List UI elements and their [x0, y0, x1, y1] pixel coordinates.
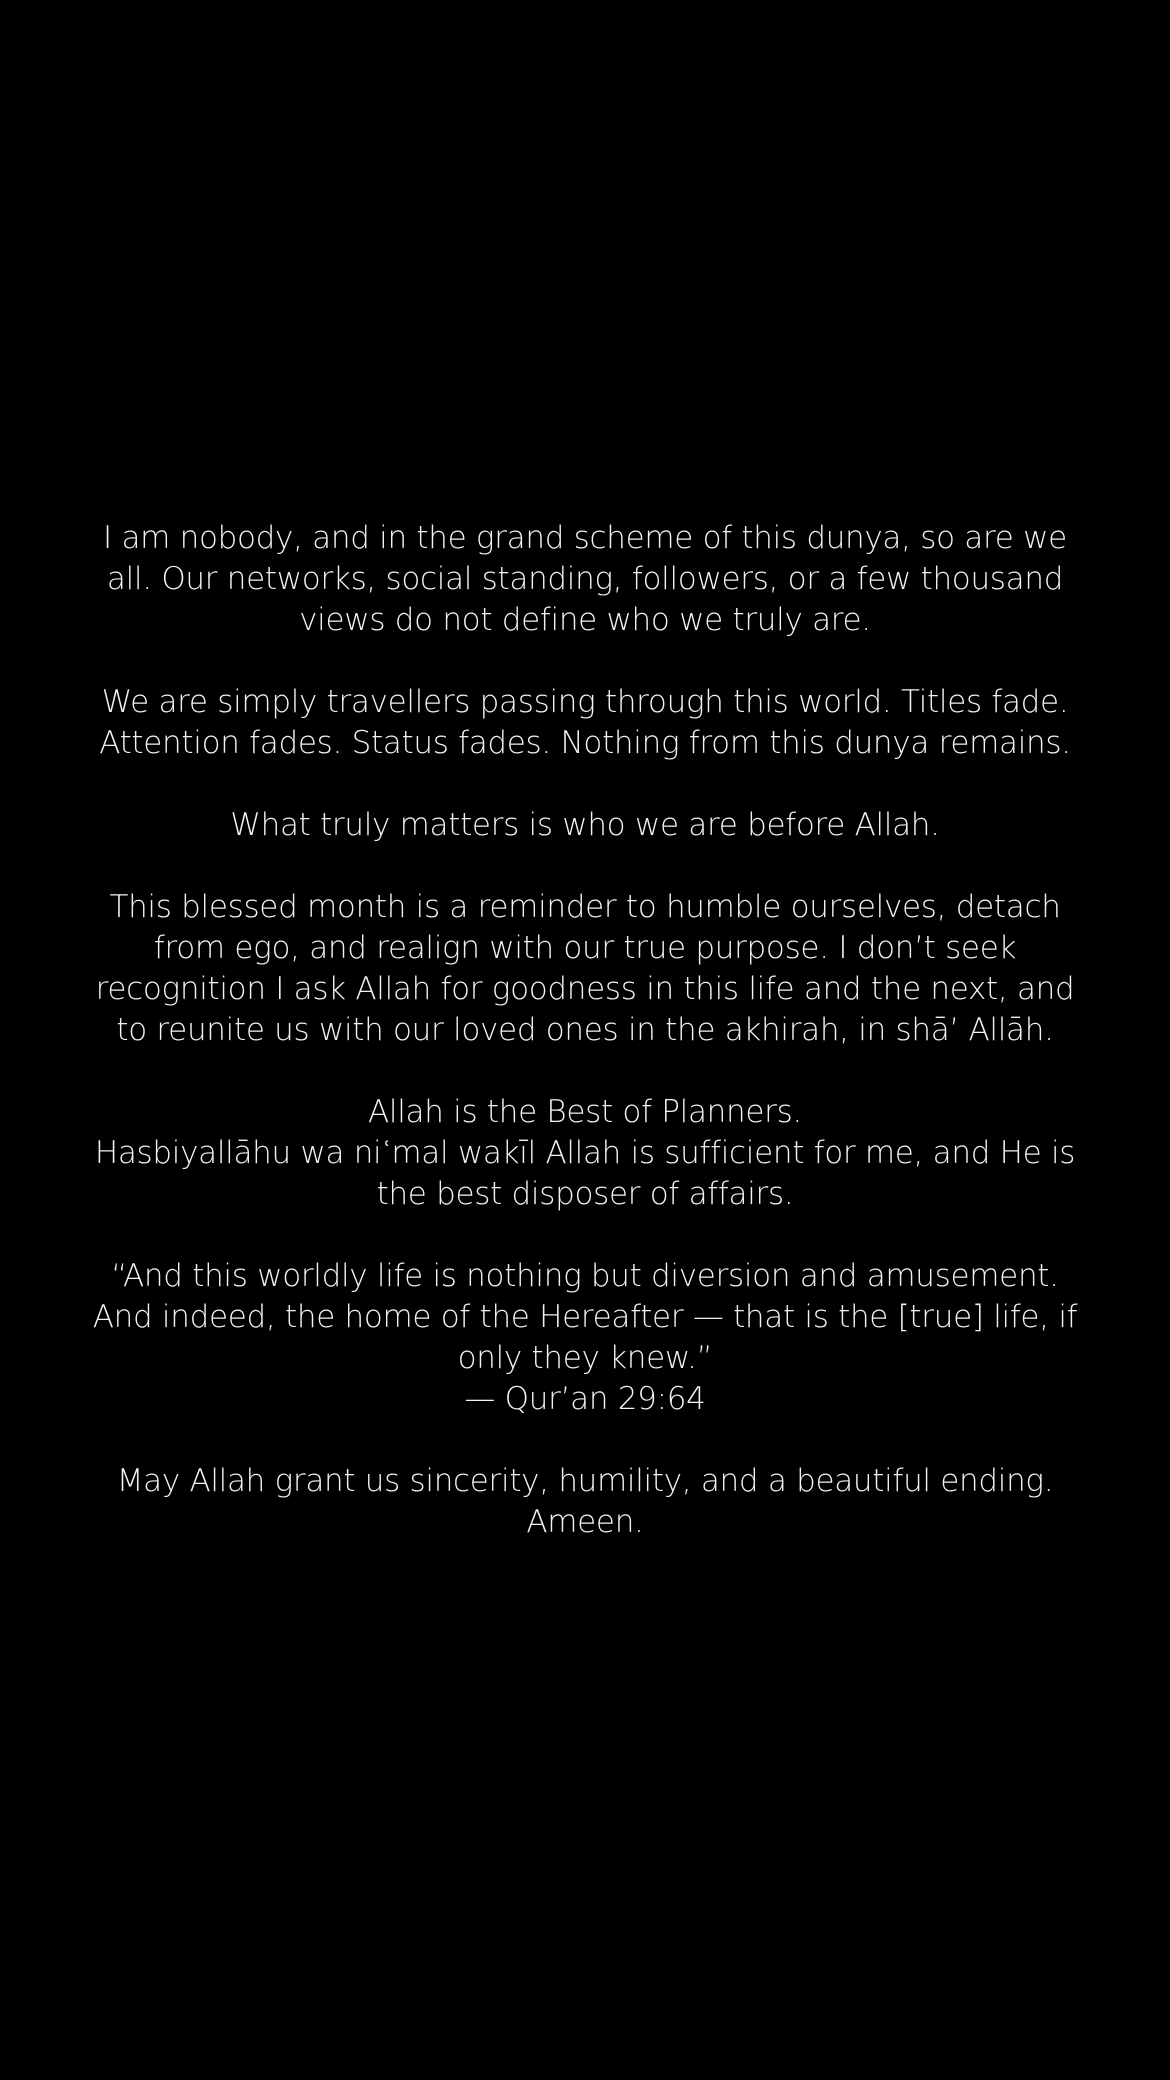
text-line: Ameen.: [526, 1504, 644, 1540]
paragraph-blessed-month: [0, 887, 1170, 1051]
paragraph-travellers: [0, 682, 1170, 764]
paragraph-what-matters: [0, 805, 1170, 846]
text-line: What truly matters is who we are before Allah.: [230, 807, 940, 843]
paragraph-intro: [0, 518, 1170, 641]
text-line: all. Our networks, social standing, followers, or a few thousand: [106, 561, 1064, 597]
paragraph-best-of-planners: [0, 1092, 1170, 1215]
text-line: to reunite us with our loved ones in the akhirah, in shā’ Allāh.: [116, 1012, 1054, 1048]
text-line: I am nobody, and in the grand scheme of this dunya, so are we: [103, 520, 1067, 556]
text-line: “And this worldly life is nothing but diversion and amusement.: [111, 1258, 1059, 1294]
text-line: from ego, and realign with our true purpose. I don’t seek: [153, 930, 1017, 966]
text-line: Allah is the Best of Planners.: [368, 1094, 802, 1130]
text-line: And indeed, the home of the Hereafter — that is the [true] life, if: [92, 1299, 1078, 1335]
text-line: recognition I ask Allah for goodness in this life and the next, and: [95, 971, 1075, 1007]
text-line: Attention fades. Status fades. Nothing from this dunya remains.: [99, 725, 1071, 761]
text-line: the best disposer of affairs.: [376, 1176, 794, 1212]
text-line: May Allah grant us sincerity, humility, and a beautiful ending.: [116, 1463, 1054, 1499]
paragraph-dua: [0, 1461, 1170, 1543]
text-line: only they knew.”: [457, 1340, 713, 1376]
text-line: Hasbiyallāhu wa niʿmal wakīl Allah is sufficient for me, and He is: [94, 1135, 1076, 1171]
text-line: We are simply travellers passing through this world. Titles fade.: [101, 684, 1069, 720]
paragraph-quran-quote: [0, 1256, 1170, 1420]
text-line: views do not define who we truly are.: [299, 602, 871, 638]
reflection-text: [0, 518, 1170, 1543]
text-line: This blessed month is a reminder to humble ourselves, detach: [109, 889, 1061, 925]
quote-citation: — Qur’an 29:64: [464, 1381, 706, 1417]
